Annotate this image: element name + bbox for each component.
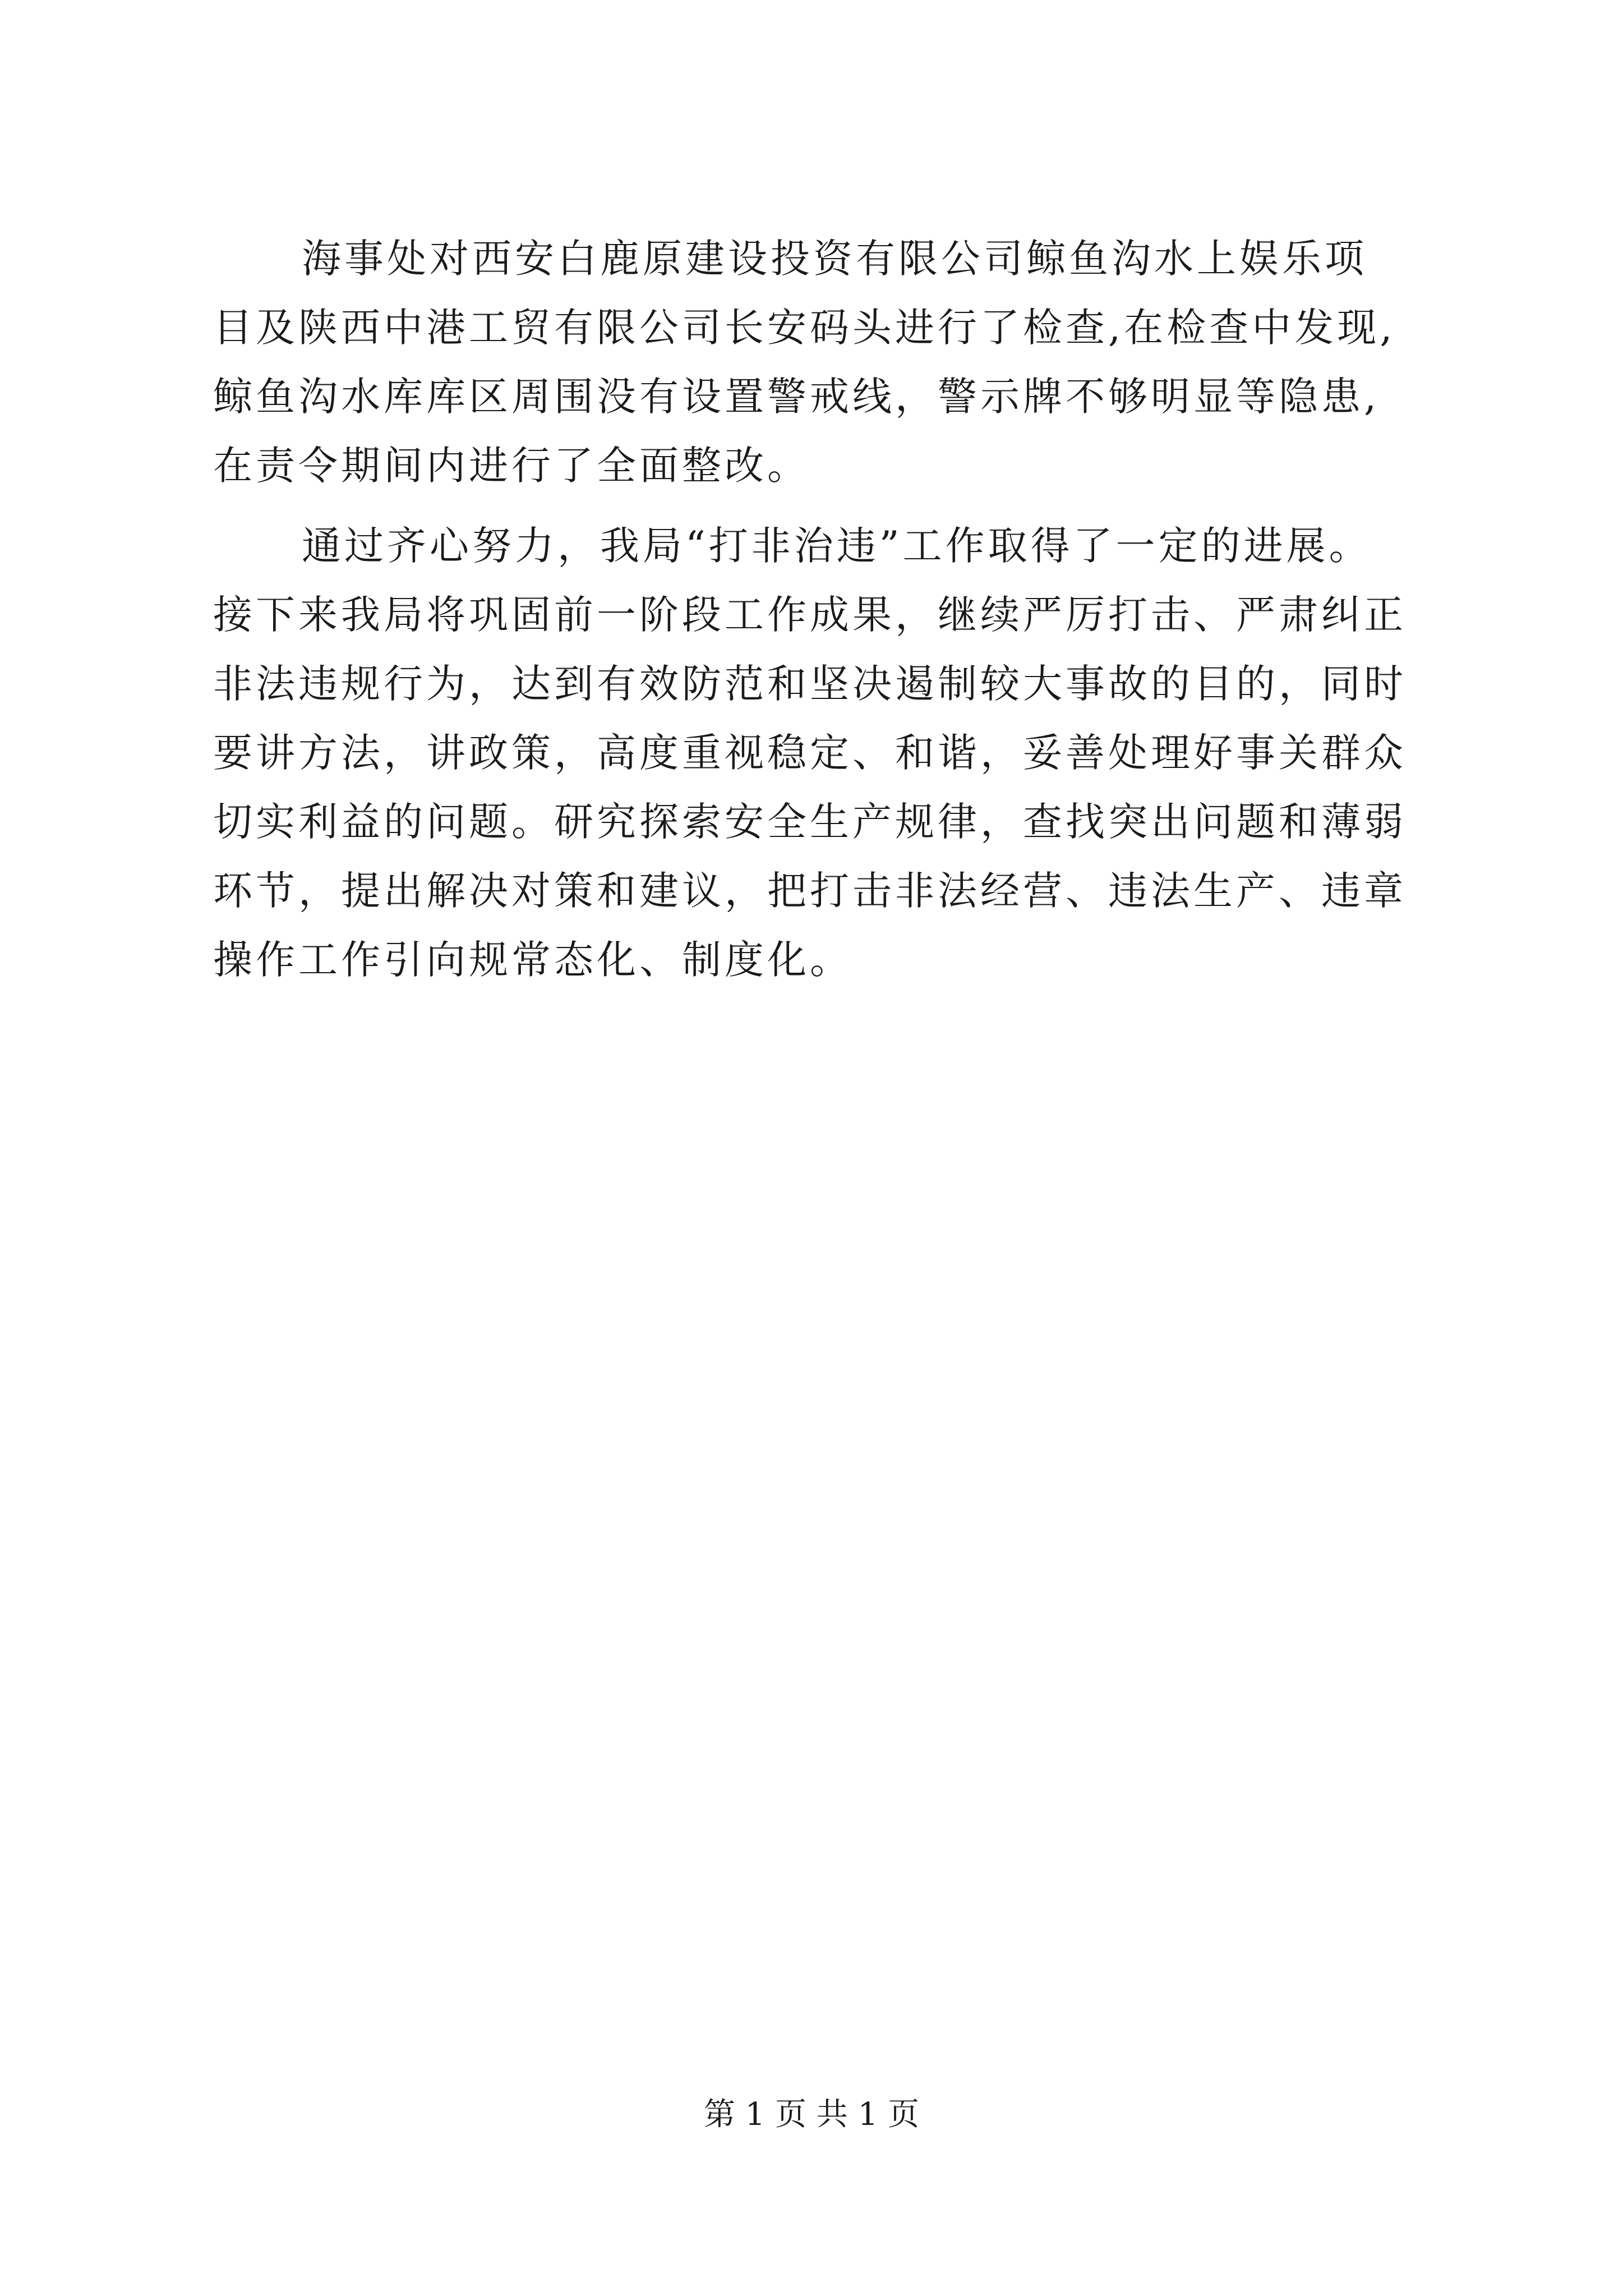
paragraph-line: 非法违规行为，达到有效防范和坚决遏制较大事故的目的，同时: [213, 661, 1407, 707]
paragraph-1: [213, 224, 1469, 500]
paragraph-line: 鲸鱼沟水库库区周围没有设置警戒线，警示牌不够明显等隐患,: [213, 374, 1380, 420]
paragraph-line: 在责令期间内进行了全面整改。: [213, 443, 810, 489]
paragraph-line: 切实利益的问题。研究探索安全生产规律，查找突出问题和薄弱: [213, 799, 1407, 845]
page-footer: [0, 2095, 1623, 2134]
paragraph-line: 要讲方法，讲政策，高度重视稳定、和谐，妥善处理好事关群众: [213, 730, 1407, 776]
paragraph-line: 操作工作引向规常态化、制度化。: [213, 937, 852, 983]
paragraph-line: 海事处对西安白鹿原建设投资有限公司鲸鱼沟水上娱乐项: [302, 236, 1367, 282]
paragraph-line: 接下来我局将巩固前一阶段工作成果，继续严厉打击、严肃纠正: [213, 592, 1407, 638]
page-indicator: 第 1 页 共 1 页: [703, 2096, 920, 2133]
paragraph-line: 通过齐心努力，我局“打非治违”工作取得了一定的进展。: [302, 523, 1372, 569]
paragraph-line: 环节，提出解决对策和建议，把打击非法经营、违法生产、违章: [213, 868, 1407, 914]
document-body: [213, 224, 1469, 995]
paragraph-spacer: [213, 500, 1469, 512]
paragraph-line: 目及陕西中港工贸有限公司长安码头进行了检查,在检查中发现,: [213, 305, 1396, 351]
paragraph-2: [213, 512, 1469, 995]
